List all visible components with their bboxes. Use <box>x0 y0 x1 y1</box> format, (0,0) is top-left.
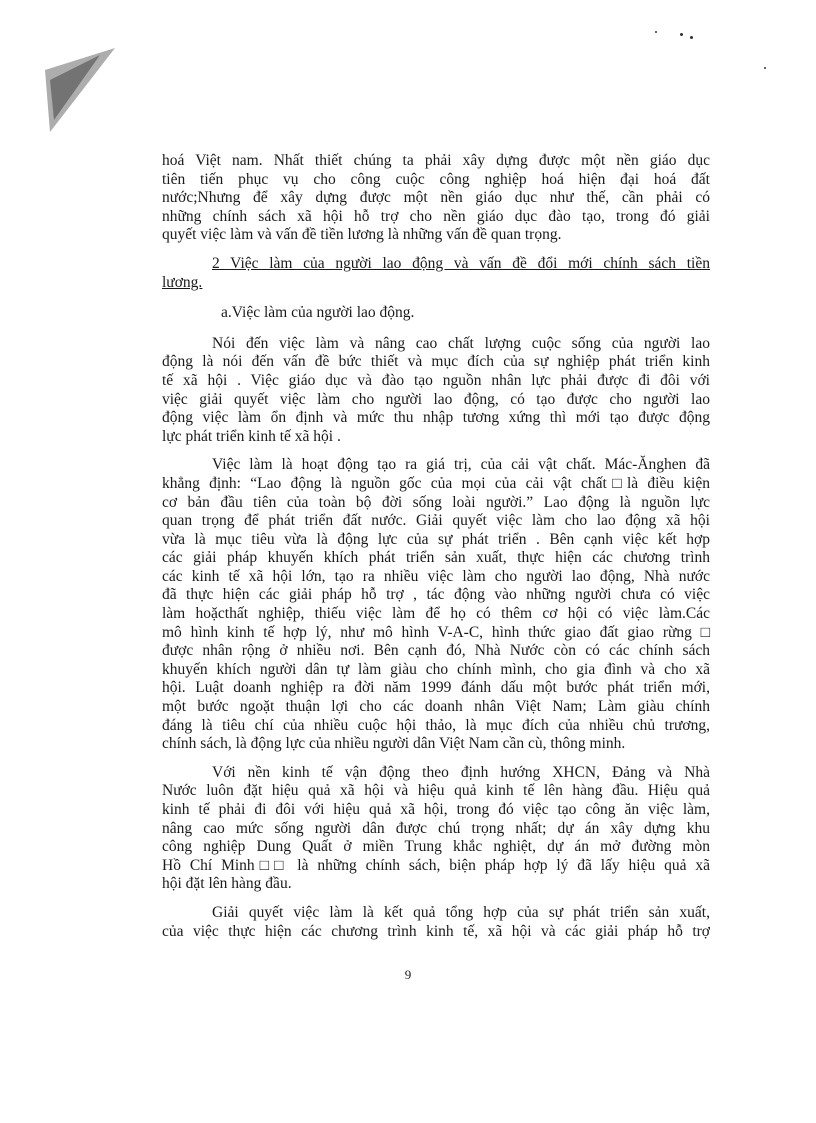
section-heading-line: 2 Việc làm của người lao động và vấn đề đổi mới chính sách tiền <box>212 254 710 272</box>
scan-speck <box>764 67 766 69</box>
text-line: Nói đến việc làm và nâng cao chất lượng cuộc sống của người lao <box>212 334 710 352</box>
text-line: nước;Nhưng để xây dựng được một nền giáo dục như thế, cần phải có <box>162 189 710 207</box>
text-line: tế xã hội . Việc giáo dục và đào tạo nguồn nhân lực phải được đi đôi với <box>162 371 710 389</box>
section-heading-line: lương. <box>162 273 203 291</box>
text-line: Giải quyết việc làm là kết quả tổng hợp của sự phát triển sản xuất, <box>212 903 710 921</box>
text-line: cơ bản đầu tiên của toàn bộ đời sống loài người.” Lao động là nguồn lực <box>162 493 710 511</box>
text-line: các giải pháp khuyến khích phát triển sản xuất, thực hiện các chương trình <box>162 549 710 567</box>
text-line: chính sách, là động lực của nhiều người dân Việt Nam cần cù, thông minh. <box>162 735 626 753</box>
text-line: nâng cao mức sống người dân được chú trọng nhất; dự án xây dựng khu <box>162 819 710 837</box>
text-line: Nước luôn đặt hiệu quả xã hội và hiệu quả kinh tế lên hàng đầu. Hiệu quả <box>162 782 710 800</box>
text-line: Hồ Chí Minh□□ là những chính sách, biện pháp hợp lý đã lấy hiệu quả xã <box>162 856 710 874</box>
text-line: động việc làm ổn định và mức thu nhập tương xứng thì mới tạo được động <box>162 409 710 427</box>
text-line: lực phát triển kinh tế xã hội . <box>162 427 341 445</box>
text-line: hội đặt lên hàng đầu. <box>162 875 292 893</box>
subsection-heading-text: a.Việc làm của người lao động. <box>221 304 415 322</box>
paragraph-4 <box>162 764 710 894</box>
paragraph-2 <box>162 335 710 447</box>
text-line: khuyến khích người dân tự làm giàu cho chính mình, cho gia đình và cho xã <box>162 660 710 678</box>
text-line: hoá Việt nam. Nhất thiết chúng ta phải xây dựng được một nền giáo dục <box>162 152 710 169</box>
text-line: đã thực hiện các giải pháp hỗ trợ , tác động vào những người chưa có việc <box>162 586 710 604</box>
paragraph-1 <box>162 152 710 245</box>
text-line: kinh tế phải đi đôi với hiệu quả xã hội, trong đó việc tạo công ăn việc làm, <box>162 801 710 818</box>
text-line: một bước ngoặt thuận lợi cho các doanh nhân Việt Nam; Làm giàu chính <box>162 698 710 716</box>
scan-corner-mark <box>40 40 140 140</box>
text-line: Việc làm là hoạt động tạo ra giá trị, của cải vật chất. Mác-Ănghen đã <box>212 456 710 474</box>
document-body <box>162 152 710 941</box>
scan-speck <box>680 33 683 36</box>
section-heading <box>162 255 710 292</box>
paragraph-5 <box>162 904 710 941</box>
scan-speck <box>655 31 657 33</box>
text-line: làm hoặcthất nghiệp, thiếu việc làm để họ có thêm cơ hội có việc làm.Các <box>162 605 710 623</box>
text-line: vừa là mục tiêu vừa là động lực của sự phát triển . Bên cạnh việc kết hợp <box>162 530 710 548</box>
text-line: công nghiệp Dung Quất ở miền Trung khắc nghiệt, dự án mở đường mòn <box>162 838 710 856</box>
text-line: các kinh tế xã hội lớn, tạo ra nhiều việc làm cho người lao động, Nhà nước <box>162 567 710 585</box>
text-line: việc giải quyết việc làm cho người lao động, có tạo được cho người lao <box>162 390 710 408</box>
text-line: quan trọng để phát triển đất nước. Giải quyết việc làm cho lao động xã hội <box>162 512 710 530</box>
paragraph-3 <box>162 456 710 754</box>
text-line: khẳng định: “Lao động là nguồn gốc của mọi của cải vật chất□là điều kiện <box>162 474 710 492</box>
text-line: hội. Luật doanh nghiệp ra đời năm 1999 đánh dấu một bước phát triển mới, <box>162 679 710 697</box>
text-line: tiên tiến phục vụ cho công cuộc công nghiệp hoá hiện đại hoá đất <box>162 170 710 188</box>
text-line: Với nền kinh tế vận động theo định hướng XHCN, Đảng và Nhà <box>212 763 710 781</box>
text-line: mô hình kinh tế hợp lý, như mô hình V-A-C, hình thức giao đất giao rừng □ <box>162 623 710 641</box>
text-line: động là nói đến vấn đề bức thiết và mục đích của sự nghiệp phát triển kinh <box>162 353 710 371</box>
text-line: quyết việc làm và vấn đề tiền lương là những vấn đề quan trọng. <box>162 226 562 244</box>
text-line: được nhân rộng ở nhiều nơi. Bên cạnh đó, Nhà Nước còn có các chính sách <box>162 642 710 660</box>
page-number: 9 <box>404 967 412 982</box>
text-line: những chính sách xã hội hỗ trợ cho nền giáo dục đào tạo, trong đó giải <box>162 207 710 225</box>
text-line: đáng là tiêu chí của nhiều cuộc hội thảo, là mục đích của nhiều chủ trương, <box>162 716 710 734</box>
subsection-heading <box>162 304 710 323</box>
scan-speck <box>690 36 693 39</box>
text-line: của việc thực hiện các chương trình kinh tế, xã hội và các giải pháp hỗ trợ <box>162 922 710 940</box>
